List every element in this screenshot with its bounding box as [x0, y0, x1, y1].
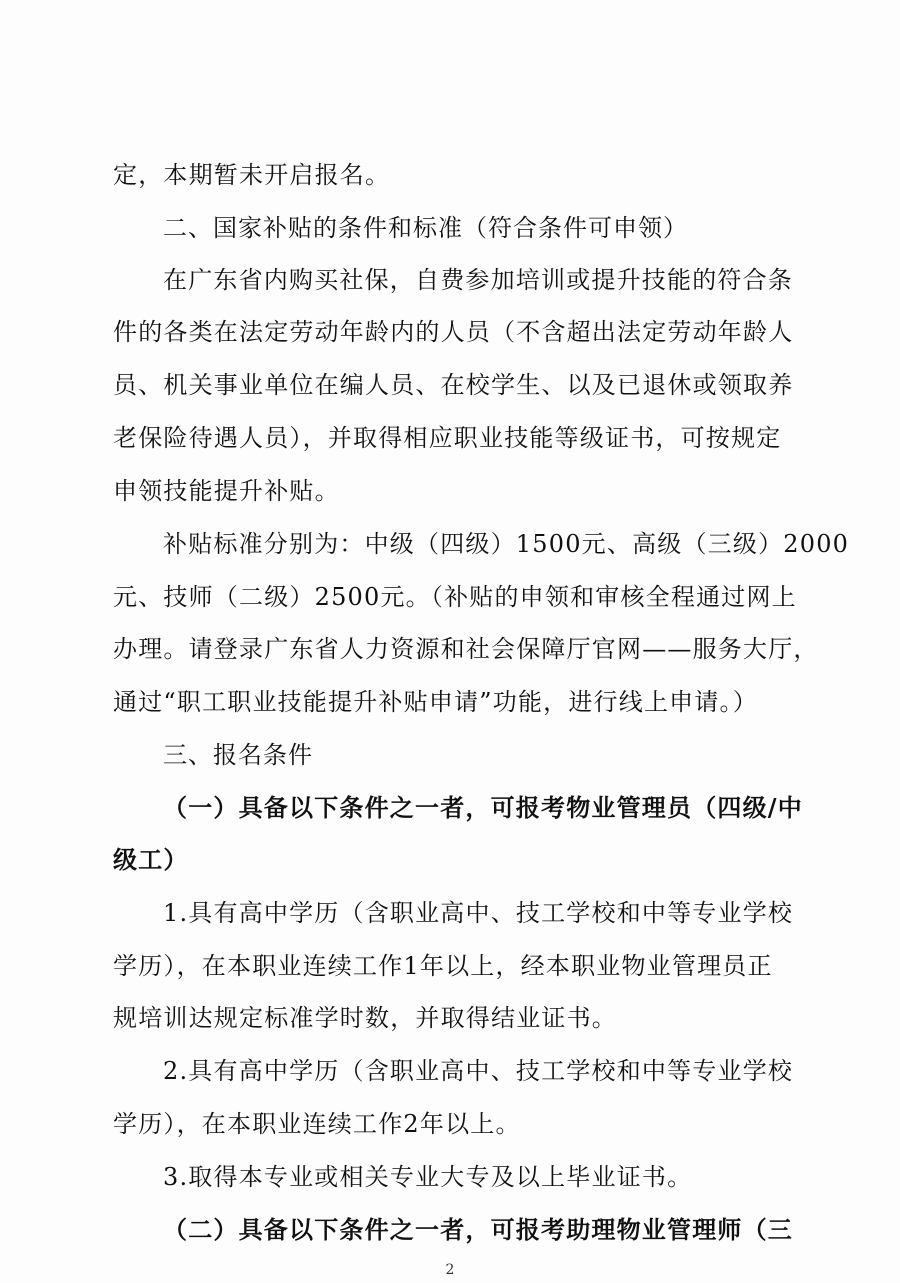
subsection-heading: 级工）	[113, 845, 189, 874]
subsection-heading: （一）具备以下条件之一者，可报考物业管理员（四级/中	[163, 793, 803, 822]
paragraph-line: 通过“职工职业技能提升补贴申请”功能，进行线上申请。）	[113, 688, 758, 716]
paragraph-line: 在广东省内购买社保，自费参加培训或提升技能的符合条	[163, 266, 793, 294]
page-number: 2	[445, 1262, 455, 1278]
paragraph-line: 办理。请登录广东省人力资源和社会保障厅官网——服务大厅，	[113, 635, 819, 663]
paragraph-line: 补贴标准分别为：中级（四级）1500元、高级（三级）2000	[163, 530, 850, 558]
subsection-heading: （二）具备以下条件之一者，可报考助理物业管理师（三	[163, 1215, 793, 1244]
list-item: 3.取得本专业或相关专业大专及以上毕业证书。	[163, 1163, 693, 1191]
section-heading-registration: 三、报名条件	[163, 741, 313, 769]
paragraph-continuation: 定，本期暂未开启报名。	[113, 161, 391, 189]
paragraph-line: 件的各类在法定劳动年龄内的人员（不含超出法定劳动年龄人	[113, 318, 794, 346]
paragraph-line: 申领技能提升补贴。	[113, 477, 340, 505]
paragraph-line: 元、技师（二级）2500元。（补贴的申领和审核全程通过网上	[113, 583, 797, 611]
list-item: 学历），在本职业连续工作2年以上。	[113, 1110, 521, 1138]
list-item: 1.具有高中学历（含职业高中、技工学校和中等专业学校	[163, 899, 794, 927]
list-item: 规培训达规定标准学时数，并取得结业证书。	[113, 1004, 617, 1032]
paragraph-line: 老保险待遇人员），并取得相应职业技能等级证书，可按规定	[113, 424, 782, 452]
list-item: 学历），在本职业连续工作1年以上，经本职业物业管理员正	[113, 952, 773, 980]
section-heading-subsidy: 二、国家补贴的条件和标准（符合条件可申领）	[163, 214, 688, 242]
paragraph-line: 员、机关事业单位在编人员、在校学生、以及已退休或领取养	[113, 371, 794, 399]
list-item: 2.具有高中学历（含职业高中、技工学校和中等专业学校	[163, 1057, 794, 1085]
